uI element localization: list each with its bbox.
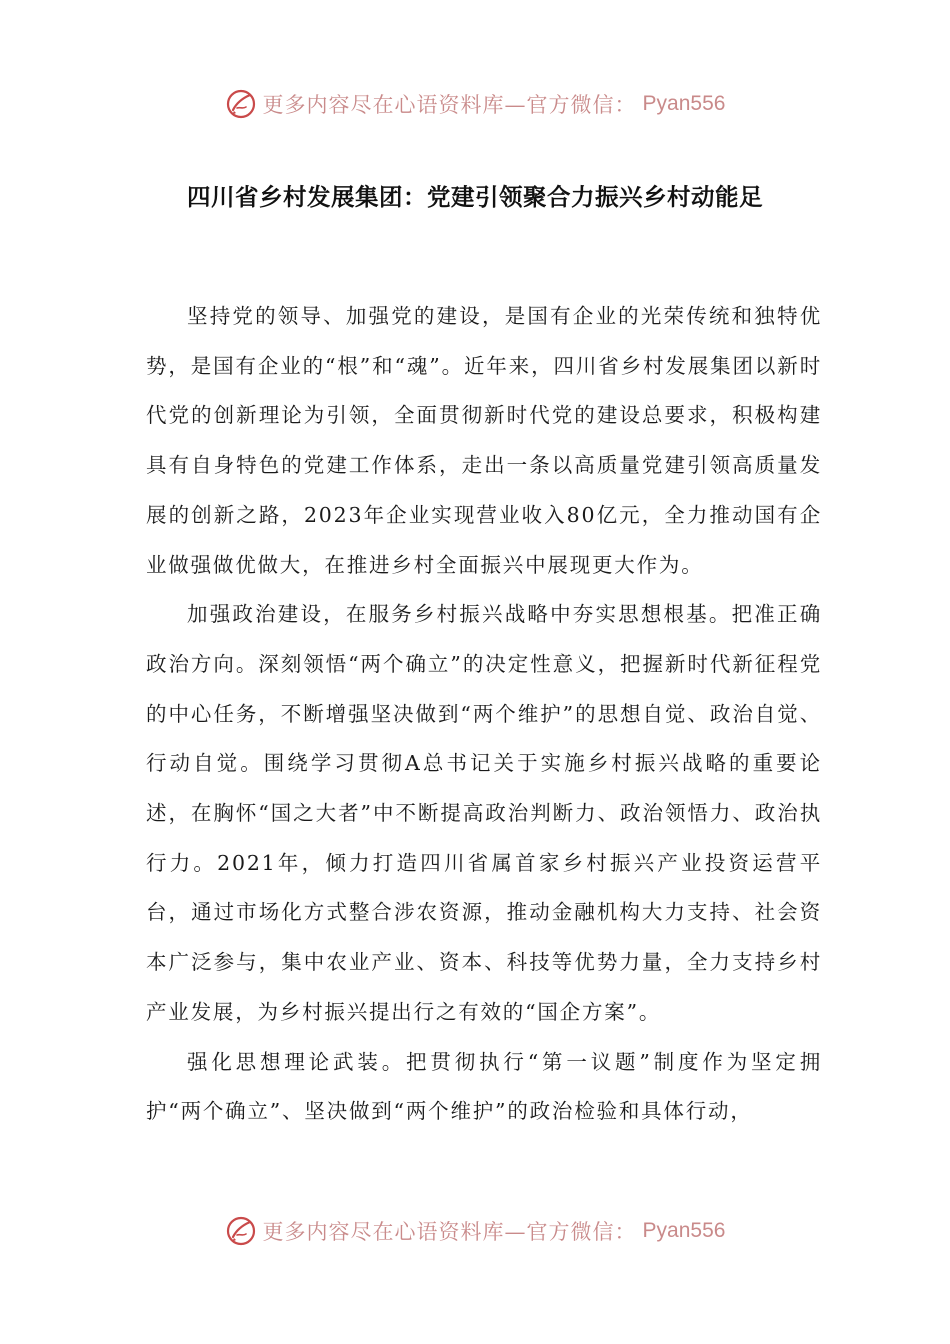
- watermark-wechat-id: Pyan556: [642, 92, 726, 115]
- document-title: 四川省乡村发展集团：党建引领聚合力振兴乡村动能足: [187, 183, 763, 211]
- watermark-banner-bottom: [0, 1211, 950, 1251]
- pen-signature-logo-icon: [225, 1215, 257, 1247]
- watermark-text: 更多内容尽在心语资料库—官方微信：: [262, 1220, 637, 1244]
- paragraph: 加强政治建设，在服务乡村振兴战略中夯实思想根基。把准正确政治方向。深刻领悟“两个确立”的决定性意义，把握新时代新征程党的中心任务，不断增强坚决做到“两个维护”的思想自觉、政治自觉、行动自觉。围绕学习贯彻A总书记关于实施乡村振兴战略的重要论述，在胸怀“国之大者”中不断提高政治判断力、政治领悟力、政治执行力。2021年，倾力打造四川省属首家乡村振兴产业投资运营平台，通过市场化方式整合涉农资源，推动金融机构大力支持、社会资本广泛参与，集中农业产业、资本、科技等优势力量，全力支持乡村产业发展，为乡村振兴提出行之有效的“国企方案”。: [146, 602, 822, 1024]
- paragraph: 强化思想理论武装。把贯彻执行“第一议题”制度作为坚定拥护“两个确立”、坚决做到“两个维护”的政治检验和具体行动，: [146, 1049, 822, 1124]
- document-body: [146, 292, 822, 1137]
- paragraph: 坚持党的领导、加强党的建设，是国有企业的光荣传统和独特优势，是国有企业的“根”和“魂”。近年来，四川省乡村发展集团以新时代党的创新理论为引领，全面贯彻新时代党的建设总要求，积极构建具有自身特色的党建工作体系，走出一条以高质量党建引领高质量发展的创新之路，2023年企业实现营业收入80亿元，全力推动国有企业做强做优做大，在推进乡村全面振兴中展现更大作为。: [146, 304, 822, 577]
- watermark-banner-top: [0, 84, 950, 124]
- pen-signature-logo-icon: [225, 88, 257, 120]
- watermark-text: 更多内容尽在心语资料库—官方微信：: [262, 93, 637, 117]
- watermark-wechat-id: Pyan556: [642, 1219, 726, 1242]
